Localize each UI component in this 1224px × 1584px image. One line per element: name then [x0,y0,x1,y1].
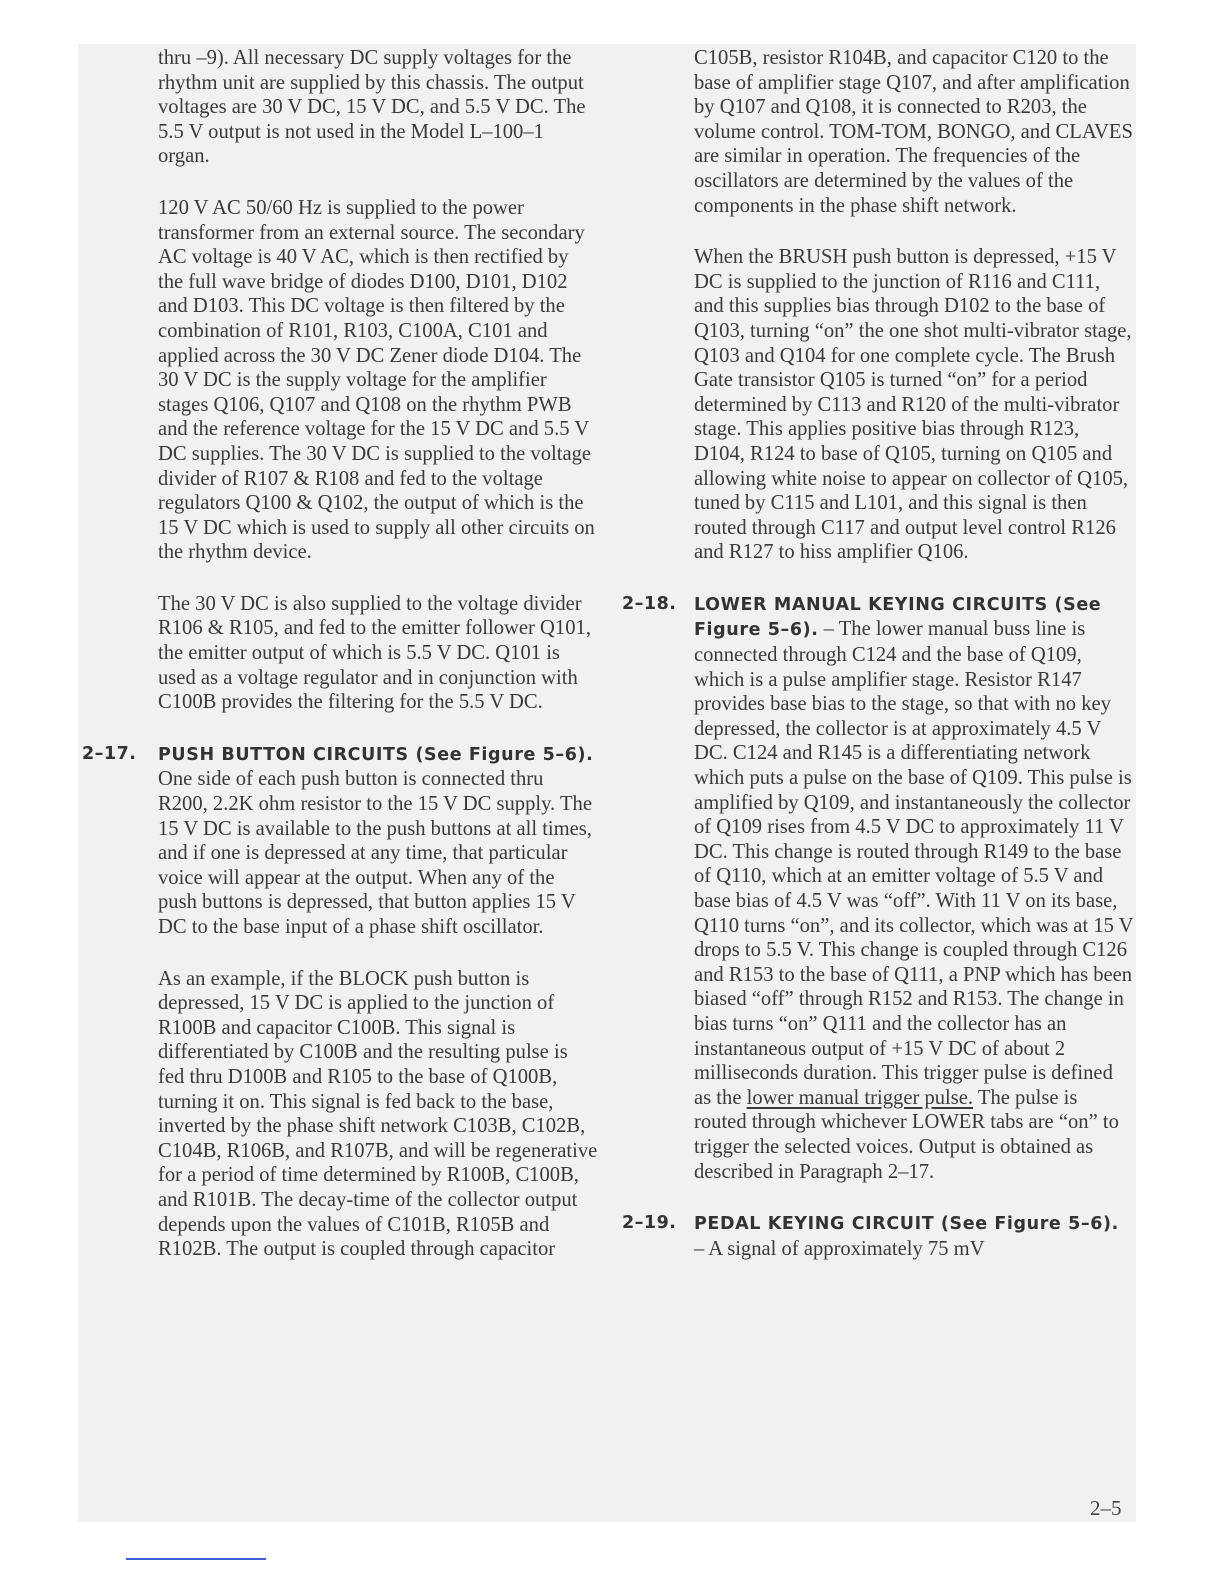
paragraph: C105B, resistor R104B, and capacitor C120 to the base of amplifier stage Q107, and after amplification by Q107 and Q108, it is connected to R203, the volume control. TOM-TOM, BONGO, and CLAVES are similar in operation. The frequencies of the oscillators are determined by the values of the components in the phase shift network. [694,47,1133,217]
section-heading: LOWER MANUAL KEYING CIRCUITS (See Figure 5–6). [694,594,1102,641]
page-number: 2–5 [1090,1496,1122,1520]
section-text [158,742,598,940]
section-number: 2–18. [622,593,677,614]
section-body-end: The pulse is routed through whichever LOWER tabs are “on” to trigger the selected voices. Output is obtained as described in Paragraph 2–17. [694,1086,1119,1183]
paragraph: thru –9). All necessary DC supply voltages for the rhythm unit are supplied by this chassis. The output voltages are 30 V DC, 15 V DC, and 5.5 V DC. The 5.5 V output is not used in the Model L–100–1 organ. [158,47,586,168]
section-number: 2–19. [622,1213,677,1234]
section-heading: PEDAL KEYING CIRCUIT (See Figure 5–6). [694,1214,1119,1235]
right-column [622,46,1134,1288]
section-number: 2–17. [82,743,137,764]
footer-rule [126,1558,266,1560]
section-text [694,1211,1134,1261]
underlined-term: lower manual trigger pulse. [746,1086,974,1109]
left-column [82,46,598,1289]
section-2-18 [622,592,1134,1184]
section-heading: PUSH BUTTON CIRCUITS (See Figure 5–6). [158,744,594,765]
paragraph: 120 V AC 50/60 Hz is supplied to the power transformer from an external source. The secondary AC voltage is 40 V AC, which is then rectified by the full wave bridge of diodes D100, D101, D102 and D103. This DC voltage is then filtered by the combination of R101, R103, C100A, C101 and applied across the 30 V DC Zener diode D104. The 30 V DC is the supply voltage for the amplifier stages Q106, Q107 and Q108 on the rhythm PWB and the reference voltage for the 15 V DC and 5.5 V DC supplies. The 30 V DC is supplied to the voltage divider of R107 & R108 and fed to the voltage regulators Q100 & Q102, the output of which is the 15 V DC which is used to supply all other circuits on the rhythm device. [158,196,595,564]
section-body: One side of each push button is connected thru R200, 2.2K ohm resistor to the 15 V DC supply. The 15 V DC is available to the push buttons at all times, and if one is depressed at any time, that particular voice will appear at the output. When any of the push buttons is depressed, that button applies 15 V DC to the base input of a phase shift oscillator. [158,768,592,938]
section-2-17 [82,742,598,940]
paragraph: As an example, if the BLOCK push button is depressed, 15 V DC is applied to the junction of R100B and capacitor C100B. This signal is differentiated by C100B and the resulting pulse is fed thru D100B and R105 to the base of Q100B, turning it on. This signal is fed back to the base, inverted by the phase shift network C103B, C102B, C104B, R106B, and R107B, and will be regenerative for a period of time determined by R100B, C100B, and R101B. The decay-time of the collector output depends upon the values of C101B, R105B and R102B. The output is coupled through capacitor [158,967,598,1261]
paragraph: The 30 V DC is also supplied to the voltage divider R106 & R105, and fed to the emitter follower Q101, the emitter output of which is 5.5 V DC. Q101 is used as a voltage regulator and in conjunction with C100B provides the filtering for the 5.5 V DC. [158,592,591,714]
section-2-19 [622,1211,1134,1261]
section-body: – A signal of approximately 75 mV [694,1237,985,1260]
section-text [694,592,1134,1184]
paragraph: When the BRUSH push button is depressed, +15 V DC is supplied to the junction of R116 and C111, and this supplies bias through D102 to the base of Q103, turning “on” the one shot multi-vibrator stage, Q103 and Q104 for one complete cycle. The Brush Gate transistor Q105 is turned “on” for a period determined by C113 and R120 of the multi-vibrator stage. This applies positive bias through R123, D104, R124 to base of Q105, turning on Q105 and allowing white noise to appear on collector of Q105, tuned by C115 and L101, and this signal is then routed through C117 and output level control R126 and R127 to hiss amplifier Q106. [694,246,1132,564]
section-body: – The lower manual buss line is connected through C124 and the base of Q109, which is a pulse amplifier stage. Resistor R147 provides base bias to the stage, so that with no key depressed, the collector is at approximately 4.5 V DC. C124 and R145 is a differentiating network which puts a pulse on the base of Q109. This pulse is amplified by Q109, and instantaneously the collector of Q109 rises from 4.5 V DC to approximately 11 V DC. This change is routed through R149 to the base of Q110, which at an emitter voltage of 5.5 V and base bias of 4.5 V was “off”. With 11 V on its base, Q110 turns “on”, and its collector, which was at 15 V drops to 5.5 V. This change is coupled through C126 and R153 to the base of Q111, a PNP which has been biased “off” through R152 and R153. The change in bias turns “on” Q111 and the collector has an instantaneous output of +15 V DC of about 2 milliseconds duration. This trigger pulse is defined as the [694,618,1134,1109]
